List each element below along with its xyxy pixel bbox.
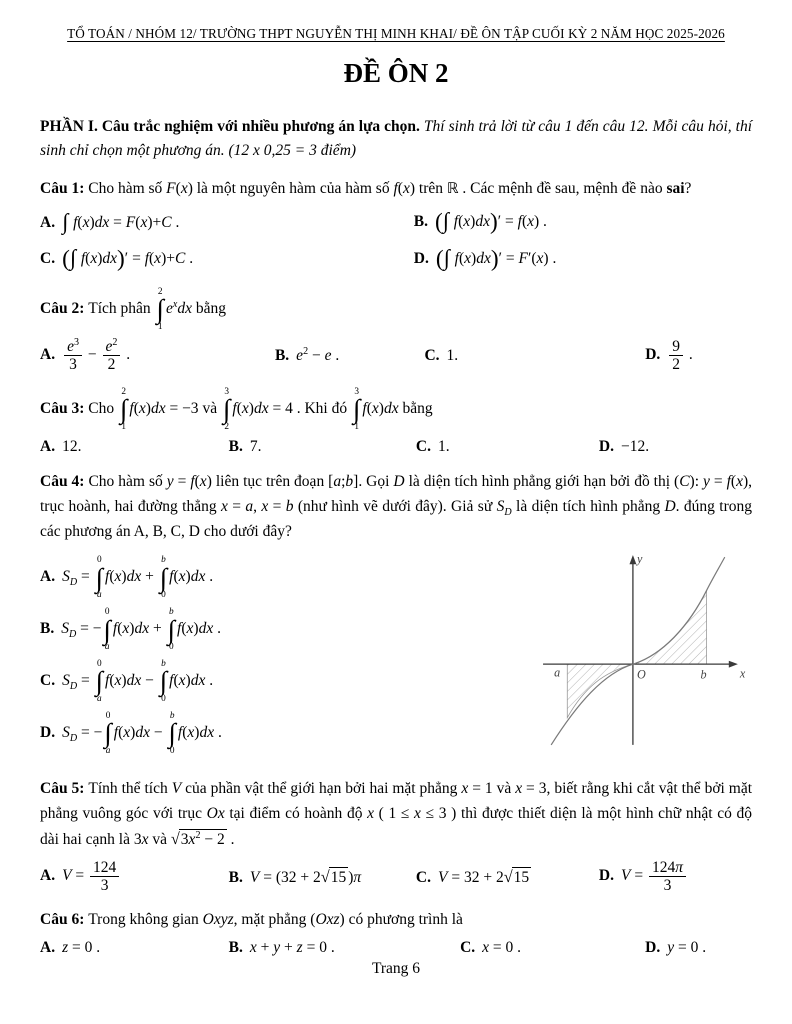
option-label: B. — [228, 939, 243, 957]
option-label: C. — [40, 672, 56, 690]
a-label: a — [554, 665, 561, 680]
option-text: z = 0 . — [62, 939, 101, 957]
option-a — [40, 939, 229, 957]
option-label: B. — [274, 346, 290, 364]
section-instruction: Thí sinh trả lời từ câu 1 đến câu 12. Mỗi câu hỏi, thí sinh chỉ chọn một phương án. (12 x 0,25 = 3 điểm) — [40, 118, 752, 160]
shaded-region-left — [567, 665, 633, 719]
axis-label-x: x — [739, 666, 746, 681]
shaded-region-right — [633, 591, 707, 665]
option-text: y = 0 . — [667, 939, 707, 957]
option-label: C. — [40, 250, 56, 268]
option-text: $S_D$ = − 0 ∫ a f(x)dx − b ∫ 0 f(x)dx . — [62, 710, 222, 756]
question-4-options — [40, 548, 537, 762]
option-label: A. — [40, 568, 56, 586]
option-d — [414, 245, 752, 273]
option-b — [229, 939, 460, 957]
option-label: A. — [40, 939, 56, 957]
b-label: b — [700, 667, 707, 682]
option-b — [414, 208, 752, 236]
option-text: $\frac{e^3}{3}$ − $\frac{e^2}{2}$ . — [62, 346, 130, 363]
option-c — [424, 347, 645, 365]
option-label: A. — [40, 438, 56, 456]
section-heading: PHẦN I. Câu trắc nghiệm với nhiều phương án lựa chọn. — [40, 118, 420, 135]
option-text: $e^2 - e$ . — [296, 345, 340, 364]
question-3-text: Câu 3: Cho 2 ∫ 1 f(x)dx = −3 và 3 ∫ 2 f(x)dx = 4 . Khi đó 3 ∫ 1 f(x)dx bằng — [40, 387, 433, 432]
option-text: ∫ f(x)dx = F(x)+C . — [62, 208, 180, 234]
option-a — [40, 859, 229, 894]
header-line: TỔ TOÁN / NHÓM 12/ TRƯỜNG THPT NGUYỄN THỊ MINH KHAI/ ĐỀ ÔN TẬP CUỐI KỲ 2 NĂM HỌC 2025-2026 — [67, 26, 725, 41]
question-5 — [40, 777, 752, 894]
question-4 — [40, 470, 752, 763]
question-2-text: Câu 2: Tích phân 2 ∫ 1 $e^xdx$ bằng — [40, 287, 226, 332]
option-label: D. — [40, 723, 56, 741]
option-label: D. — [645, 346, 661, 364]
option-a — [40, 438, 229, 456]
figure-canvas — [537, 550, 749, 747]
option-label: C. — [415, 868, 431, 886]
option-text: (∫ f(x)dx)′ = f(x)+C . — [62, 245, 194, 273]
option-label: D. — [413, 250, 429, 268]
question-1 — [40, 177, 752, 273]
option-label: B. — [413, 213, 429, 231]
question-6 — [40, 908, 752, 957]
option-text: (∫ f(x)dx)′ = f(x) . — [435, 207, 547, 236]
question-1-options — [40, 208, 752, 273]
option-label: A. — [40, 346, 56, 364]
option-text: $S_D$ = 0 ∫ a f(x)dx − b ∫ 0 f(x)dx . — [62, 659, 214, 704]
section-intro — [40, 115, 752, 163]
option-text: 1. — [438, 438, 450, 456]
option-d — [40, 711, 537, 756]
option-b — [229, 438, 416, 456]
option-a — [40, 555, 537, 600]
exam-title: ĐỀ ÔN 2 — [343, 58, 449, 88]
option-text: 12. — [62, 438, 82, 456]
option-text: 7. — [249, 438, 262, 456]
option-label: B. — [40, 620, 55, 638]
option-a — [40, 338, 275, 373]
option-label: D. — [645, 939, 661, 957]
option-label: C. — [460, 939, 476, 957]
option-label: A. — [40, 214, 56, 232]
option-label: D. — [598, 438, 614, 456]
option-label: A. — [40, 867, 56, 885]
option-label: C. — [424, 346, 440, 364]
option-text: (∫ f(x)dx)′ = F′(x) . — [435, 245, 557, 273]
page-footer: Trang 6 — [371, 960, 421, 977]
question-1-text: Câu 1: Cho hàm số F(x) là một nguyên hàm của hàm số f(x) trên ℝ . Các mệnh đề sau, mệnh đề nào sai? — [40, 180, 692, 198]
option-text: $S_D$ = 0 ∫ a f(x)dx + b ∫ 0 f(x)dx . — [62, 555, 214, 601]
option-text: V = $\frac{124\pi}{3}$ — [621, 867, 688, 884]
option-label: D. — [598, 867, 614, 885]
option-text: V = $\frac{124}{3}$ — [62, 867, 121, 884]
option-d — [599, 859, 752, 894]
option-a — [40, 209, 414, 235]
question-3 — [40, 387, 752, 456]
question-4-text: Câu 4: Cho hàm số y = f(x) liên tục trên đoạn [a;b]. Gọi D là diện tích hình phẳng giới hạn bởi đồ thị (C): y = f(x), trục hoành, hai đường thẳng x = a, x = b (như hình vẽ dưới đây). Giả sử $S_D$ là diện tích hình phẳng D. đúng trong các phương án A, B, C, D cho dưới đây? — [40, 473, 753, 540]
option-b — [229, 867, 416, 887]
option-d — [599, 438, 752, 456]
question-2 — [40, 287, 752, 373]
x-axis-arrow — [729, 661, 738, 668]
option-text: V = 32 + 2√15 — [438, 867, 530, 886]
option-text: $S_D$ = − 0 ∫ a f(x)dx + b ∫ 0 f(x)dx . — [61, 607, 221, 652]
question-5-options — [40, 859, 752, 894]
option-c — [40, 659, 537, 704]
option-text: −12. — [620, 438, 650, 456]
y-axis-arrow — [629, 556, 636, 565]
question-6-options — [40, 939, 752, 957]
question-5-text: Câu 5: Tính thể tích V của phần vật thể giới hạn bởi hai mặt phẳng x = 1 và x = 3, biết rằng khi cắt vật thể bởi mặt phẳng vuông góc với trục Ox tại điểm có hoành độ x ( 1 ≤ x ≤ 3 ) thì được thiết diện là một hình chữ nhật có độ dài hai cạnh là 3x và $√3x^2 - 2$ . — [40, 779, 753, 849]
option-b — [40, 607, 537, 652]
question-3-options — [40, 438, 752, 456]
option-text: x + y + z = 0 . — [249, 939, 335, 957]
option-c — [416, 867, 599, 887]
axis-label-y: y — [636, 552, 643, 567]
question-6-text: Câu 6: Trong không gian Oxyz, mặt phẳng (Oxz) có phương trình là — [40, 911, 463, 929]
figure — [537, 548, 752, 752]
origin-label: O — [636, 667, 646, 682]
option-c — [40, 245, 414, 273]
option-label: C. — [415, 438, 431, 456]
option-label: B. — [228, 438, 243, 456]
question-2-options — [40, 338, 752, 373]
option-b — [275, 347, 425, 365]
option-label: B. — [228, 868, 243, 886]
option-text: $\frac{9}{2}$ . — [667, 346, 693, 363]
option-text: V = (32 + 2√15 )π — [249, 867, 362, 886]
option-c — [416, 438, 599, 456]
option-d — [645, 338, 752, 373]
option-text: 1. — [446, 346, 459, 364]
option-c — [460, 939, 645, 957]
option-text: x = 0 . — [482, 939, 522, 957]
option-d — [645, 939, 752, 957]
